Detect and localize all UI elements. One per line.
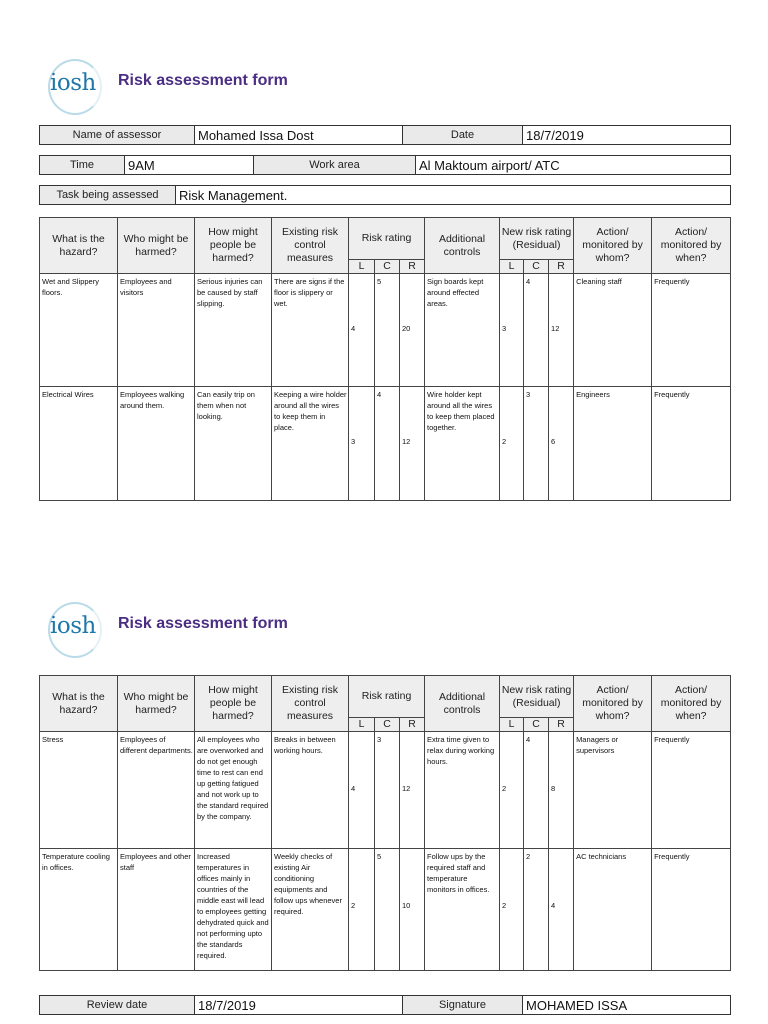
r-value: 12: [402, 437, 411, 446]
col-new-l: L: [500, 718, 524, 732]
time-value[interactable]: 9AM: [125, 156, 254, 174]
r-value: 20: [402, 324, 411, 333]
col-new-risk: New risk rating (Residual): [500, 218, 574, 260]
time-label: Time: [40, 156, 125, 174]
review-bar: [39, 995, 731, 1015]
col-existing: Existing risk control measures: [272, 676, 349, 732]
assessor-label: Name of assessor: [40, 126, 195, 144]
new-l-value: 2: [502, 784, 507, 793]
review-date-label: Review date: [40, 996, 195, 1014]
whom-cell: Managers or supervisors: [576, 735, 619, 755]
col-new-r: R: [549, 260, 574, 274]
iosh-logo: [44, 600, 100, 656]
task-value[interactable]: Risk Management.: [176, 186, 730, 204]
when-cell: Frequently: [654, 277, 690, 286]
work-area-value[interactable]: Al Maktoum airport/ ATC: [416, 156, 730, 174]
c-value: 5: [377, 852, 382, 861]
table-row: [40, 732, 731, 849]
whom-cell: Engineers: [576, 390, 610, 399]
whom-cell: Cleaning staff: [576, 277, 622, 286]
form-title: Risk assessment form: [118, 615, 288, 632]
new-r-value: 4: [551, 901, 556, 910]
r-value: 10: [402, 901, 411, 910]
work-area-label: Work area: [254, 156, 416, 174]
how-cell: Increased temperatures in offices mainly in countries of the middle east will lead to employees getting dehydrated quick and not performing upto the standards required.: [197, 852, 269, 960]
new-l-value: 2: [502, 901, 507, 910]
l-value: 4: [351, 324, 356, 333]
c-value: 5: [377, 277, 382, 286]
col-l: L: [349, 260, 375, 274]
task-bar: [39, 185, 731, 205]
col-new-l: L: [500, 260, 524, 274]
l-value: 2: [351, 901, 356, 910]
when-cell: Frequently: [654, 852, 690, 861]
col-action-whom: Action/ monitored by whom?: [574, 218, 652, 274]
new-l-value: 3: [502, 324, 507, 333]
col-new-r: R: [549, 718, 574, 732]
new-r-value: 6: [551, 437, 556, 446]
col-r: R: [400, 718, 425, 732]
c-value: 4: [377, 390, 382, 399]
review-date-value[interactable]: 18/7/2019: [195, 996, 403, 1014]
table-row: [40, 849, 731, 971]
signature-label: Signature: [403, 996, 523, 1014]
additional-cell: Wire holder kept around all the wires to keep them placed together.: [427, 390, 495, 432]
col-how: How might people be harmed?: [195, 676, 272, 732]
col-risk-rating: Risk rating: [349, 676, 425, 718]
hazard-cell: Temperature cooling in offices.: [42, 852, 110, 872]
col-new-c: C: [524, 260, 549, 274]
how-cell: Serious injuries can be caused by staff slipping.: [197, 277, 263, 308]
when-cell: Frequently: [654, 735, 690, 744]
hazard-cell: Electrical Wires: [42, 390, 94, 399]
existing-cell: There are signs if the floor is slippery or wet.: [274, 277, 345, 308]
hazard-cell: Stress: [42, 735, 64, 744]
r-value: 12: [402, 784, 411, 793]
l-value: 3: [351, 437, 356, 446]
col-risk-rating: Risk rating: [349, 218, 425, 260]
col-additional: Additional controls: [425, 218, 500, 274]
date-label: Date: [403, 126, 523, 144]
col-how: How might people be harmed?: [195, 218, 272, 274]
additional-cell: Follow ups by the required staff and temperature monitors in offices.: [427, 852, 490, 894]
new-c-value: 3: [526, 390, 531, 399]
new-c-value: 2: [526, 852, 531, 861]
new-c-value: 4: [526, 277, 531, 286]
new-c-value: 4: [526, 735, 531, 744]
how-cell: All employees who are overworked and do not get enough time to rest can end up getting fatigued and not work up to the standard required by the company.: [197, 735, 269, 821]
col-who: Who might be harmed?: [118, 218, 195, 274]
who-cell: Employees walking around them.: [120, 390, 185, 410]
table-row: [40, 274, 731, 387]
col-hazard: What is the hazard?: [40, 676, 118, 732]
date-value[interactable]: 18/7/2019: [523, 126, 730, 144]
col-l: L: [349, 718, 375, 732]
new-r-value: 8: [551, 784, 556, 793]
existing-cell: Keeping a wire holder around all the wires to keep them in place.: [274, 390, 347, 432]
whom-cell: AC technicians: [576, 852, 627, 861]
risk-table-2: [39, 675, 731, 971]
additional-cell: Sign boards kept around effected areas.: [427, 277, 484, 308]
col-additional: Additional controls: [425, 676, 500, 732]
col-who: Who might be harmed?: [118, 676, 195, 732]
col-hazard: What is the hazard?: [40, 218, 118, 274]
when-cell: Frequently: [654, 390, 690, 399]
risk-table-1: [39, 217, 731, 501]
iosh-logo: [44, 57, 100, 113]
time-bar: [39, 155, 731, 175]
who-cell: Employees and visitors: [120, 277, 172, 297]
logo-text: iosh: [50, 70, 96, 96]
col-c: C: [375, 260, 400, 274]
assessor-value[interactable]: Mohamed Issa Dost: [195, 126, 403, 144]
col-existing: Existing risk control measures: [272, 218, 349, 274]
how-cell: Can easily trip on them when not looking.: [197, 390, 255, 421]
task-label: Task being assessed: [40, 186, 176, 204]
form-title: Risk assessment form: [118, 72, 288, 89]
c-value: 3: [377, 735, 382, 744]
col-action-when: Action/ monitored by when?: [652, 218, 731, 274]
new-l-value: 2: [502, 437, 507, 446]
table-row: [40, 387, 731, 501]
signature-value[interactable]: MOHAMED ISSA: [523, 996, 730, 1014]
who-cell: Employees and other staff: [120, 852, 191, 872]
col-action-when: Action/ monitored by when?: [652, 676, 731, 732]
assessor-bar: [39, 125, 731, 145]
col-c: C: [375, 718, 400, 732]
col-r: R: [400, 260, 425, 274]
logo-text: iosh: [50, 613, 96, 639]
col-new-c: C: [524, 718, 549, 732]
who-cell: Employees of different departments.: [120, 735, 193, 755]
existing-cell: Weekly checks of existing Air conditioning equipments and follow ups whenever required.: [274, 852, 342, 916]
l-value: 4: [351, 784, 356, 793]
existing-cell: Breaks in between working hours.: [274, 735, 336, 755]
col-new-risk: New risk rating (Residual): [500, 676, 574, 718]
col-action-whom: Action/ monitored by whom?: [574, 676, 652, 732]
new-r-value: 12: [551, 324, 560, 333]
additional-cell: Extra time given to relax during working hours.: [427, 735, 495, 766]
hazard-cell: Wet and Slippery floors.: [42, 277, 99, 297]
